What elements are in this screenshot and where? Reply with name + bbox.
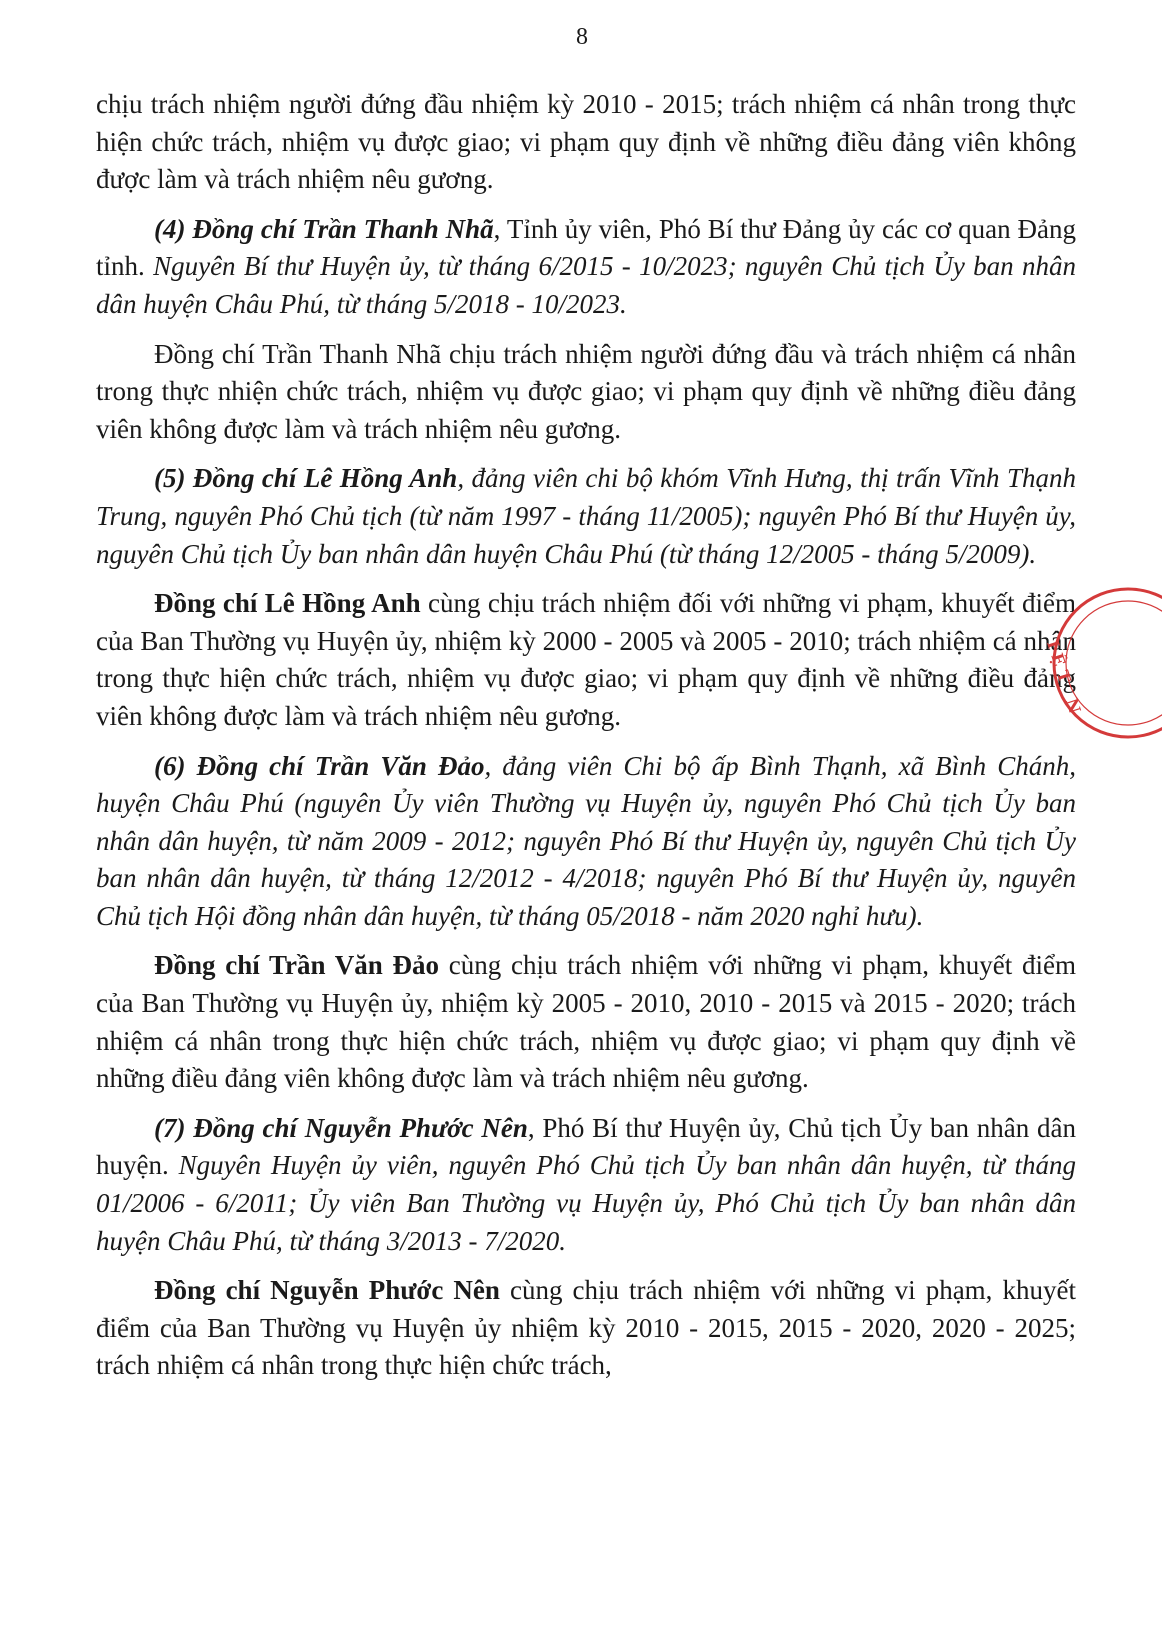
run-text: (4) Đồng chí Trần Thanh Nhã: [154, 213, 494, 244]
text-run: , đảng viên chi bộ khóm Vĩnh Hưng, thị trấn Vĩnh Thạnh Trung, nguyên Phó Chủ tịch (từ năm 1997 - tháng 11/2005); nguyên Phó Bí thư Huyện ủy, nguyên Chủ tịch Ủy ban nhân dân huyện Châu Phú (từ tháng 12/2005 - tháng 5/2009).: [96, 463, 1076, 569]
text-run: [154, 751, 484, 781]
paragraph: [96, 211, 1076, 324]
paragraph: [96, 585, 1076, 735]
text-run: Đồng chí Lê Hồng Anh: [154, 588, 421, 619]
run-text: (7) Đồng chí Nguyễn Phước Nên: [154, 1112, 528, 1143]
paragraph: [96, 1272, 1076, 1385]
text-run: , Phó Bí thư Huyện ủy, Chủ tịch Ủy ban nhân dân huyện.: [96, 1112, 1076, 1181]
text-run: Đồng chí Trần Văn Đảo: [154, 950, 440, 981]
text-run: [154, 1113, 528, 1143]
text-run: cùng chịu trách nhiệm với những vi phạm, khuyết điểm của Ban Thường vụ Huyện ủy, nhiệm kỳ 2005 - 2010, 2010 - 2015 và 2015 - 2020; trách nhiệm cá nhân trong thực hiện chức trách, nhiệm vụ được giao; vi phạm quy định về những điều đảng viên không được làm và trách nhiệm nêu gương.: [96, 950, 1076, 1094]
page-number: 8: [576, 24, 588, 50]
paragraph: [96, 336, 1076, 449]
text-run: chịu trách nhiệm người đứng đầu nhiệm kỳ 2010 - 2015; trách nhiệm cá nhân trong thực hiện chức trách, nhiệm vụ được giao; vi phạm quy định về những điều đảng viên không được làm và trách nhiệm nêu gương.: [96, 89, 1076, 195]
text-run: , đảng viên Chi bộ ấp Bình Thạnh, xã Bình Chánh, huyện Châu Phú (nguyên Ủy viên Thường vụ Huyện ủy, nguyên Phó Chủ tịch Ủy ban nhân dân huyện, từ năm 2009 - 2012; nguyên Phó Bí thư Huyện ủy, nguyên Chủ tịch Ủy ban nhân dân huyện, từ tháng 12/2012 - 4/2018; nguyên Phó Bí thư Huyện ủy, nguyên Chủ tịch Hội đồng nhân dân huyện, từ tháng 05/2018 - năm 2020 nghỉ hưu).: [96, 750, 1076, 931]
paragraph: [96, 748, 1076, 936]
text-run: cùng chịu trách nhiệm với những vi phạm, khuyết điểm của Ban Thường vụ Huyện ủy nhiệm kỳ 2010 - 2015, 2015 - 2020, 2020 - 2025; trách nhiệm cá nhân trong thực hiện chức trách,: [96, 1275, 1076, 1381]
text-run: , Tỉnh ủy viên, Phó Bí thư Đảng ủy các cơ quan Đảng tỉnh.: [96, 213, 1076, 282]
run-text: (6) Đồng chí Trần Văn Đảo: [154, 750, 485, 781]
text-run: Nguyên Huyện ủy viên, nguyên Phó Chủ tịch Ủy ban nhân dân huyện, từ tháng 01/2006 - 6/2011; Ủy viên Ban Thường vụ Huyện ủy, Phó Chủ tịch Ủy ban nhân dân huyện Châu Phú, từ tháng 3/2013 - 7/2020.: [96, 1150, 1077, 1256]
red-seal-stamp: [1032, 578, 1162, 748]
paragraph: [96, 1110, 1076, 1260]
text-run: cùng chịu trách nhiệm đối với những vi phạm, khuyết điểm của Ban Thường vụ Huyện ủy, nhiệm kỳ 2000 - 2005 và 2005 - 2010; trách nhiệm cá nhân trong thực hiện chức trách, nhiệm vụ được giao; vi phạm quy định về những điều đảng viên không được làm và trách nhiệm nêu gương.: [96, 588, 1076, 731]
text-run: [154, 214, 494, 244]
svg-text:IỆT N: IỆT N: [1043, 637, 1087, 722]
text-run: Đồng chí Nguyễn Phước Nên: [154, 1275, 500, 1306]
document-body: [96, 86, 1076, 1385]
seal-icon: [1032, 578, 1162, 748]
paragraph: [96, 947, 1076, 1097]
paragraph: [96, 86, 1076, 199]
text-run: Nguyên Bí thư Huyện ủy, từ tháng 6/2015 - 10/2023; nguyên Chủ tịch Ủy ban nhân dân huyện Châu Phú, từ tháng 5/2018 - 10/2023.: [96, 251, 1076, 319]
text-run: Đồng chí Trần Thanh Nhã chịu trách nhiệm người đứng đầu và trách nhiệm cá nhân trong thực nhiện chức trách, nhiệm vụ được giao; vi phạm quy định về những điều đảng viên không được làm và trách nhiệm nêu gương.: [96, 338, 1076, 444]
text-run: [154, 463, 457, 493]
run-text: (5) Đồng chí Lê Hồng Anh: [154, 463, 458, 494]
paragraph: [96, 460, 1076, 573]
